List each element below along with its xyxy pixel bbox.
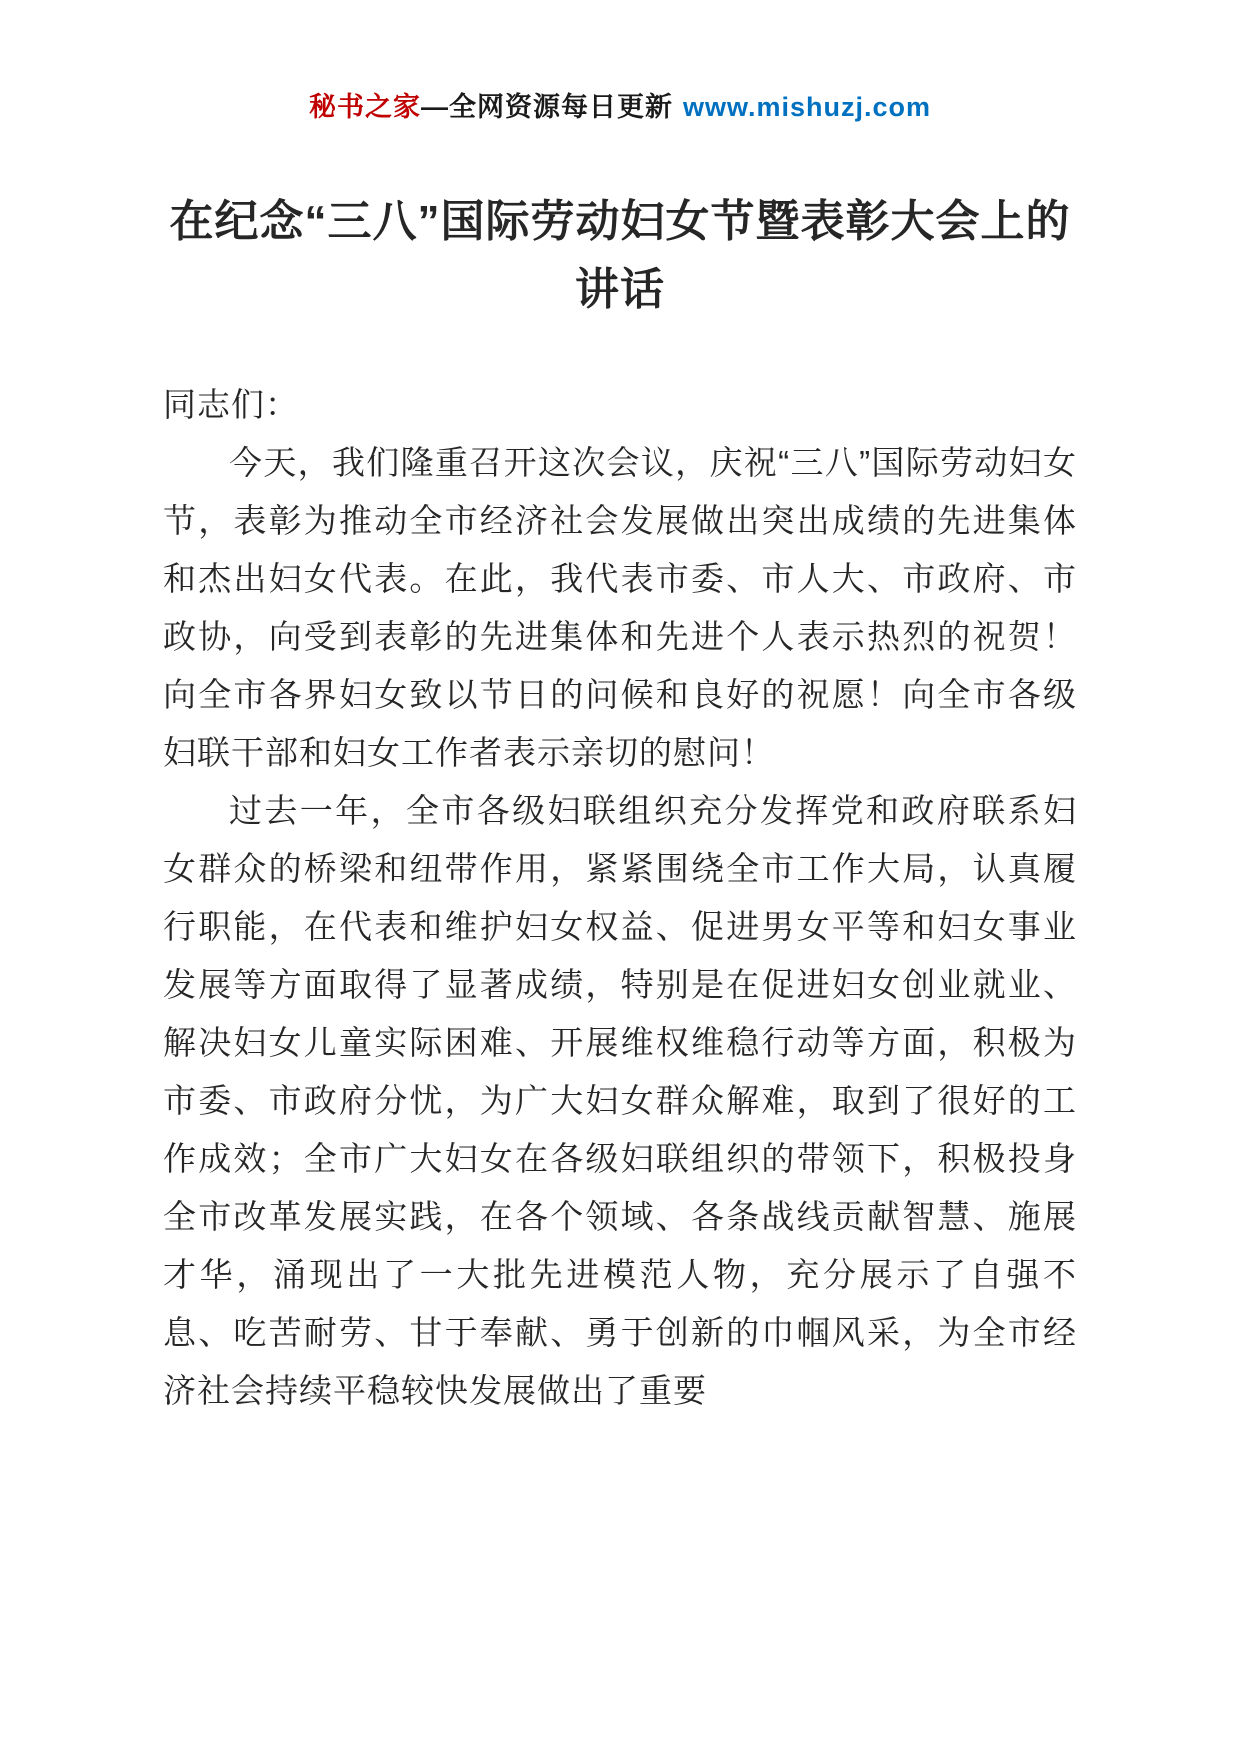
paragraph-salutation: 同志们： <box>163 386 299 423</box>
site-url-link[interactable]: www.mishuzj.com <box>682 92 932 122</box>
site-brand: 秘书之家 <box>308 92 421 122</box>
site-tagline: —全网资源每日更新 <box>420 92 673 122</box>
document-title: 在纪念“三八”国际劳动妇女节暨表彰大会上的讲话 <box>169 197 1071 314</box>
document-body <box>163 376 1077 1420</box>
site-header <box>163 88 1077 126</box>
paragraph: 过去一年，全市各级妇联组织充分发挥党和政府联系妇女群众的桥梁和纽带作用，紧紧围绕全市工作大局，认真履行职能，在代表和维护妇女权益、促进男女平等和妇女事业发展等方面取得了显著成绩，特别是在促进妇女创业就业、解决妇女儿童实际困难、开展维权维稳行动等方面，积极为市委、市政府分忧，为广大妇女群众解难，取到了很好的工作成效；全市广大妇女在各级妇联组织的带领下，积极投身全市改革发展实践，在各个领域、各条战线贡献智慧、施展才华，涌现出了一大批先进模范人物，充分展示了自强不息、吃苦耐劳、甘于奉献、勇于创新的巾帼风采，为全市经济社会持续平稳较快发展做出了重要 <box>163 792 1077 1409</box>
paragraph: 今天，我们隆重召开这次会议，庆祝“三八”国际劳动妇女节，表彰为推动全市经济社会发展做出突出成绩的先进集体和杰出妇女代表。在此，我代表市委、市人大、市政府、市政协，向受到表彰的先进集体和先进个人表示热烈的祝贺！向全市各界妇女致以节日的问候和良好的祝愿！向全市各级妇联干部和妇女工作者表示亲切的慰问！ <box>163 444 1077 771</box>
